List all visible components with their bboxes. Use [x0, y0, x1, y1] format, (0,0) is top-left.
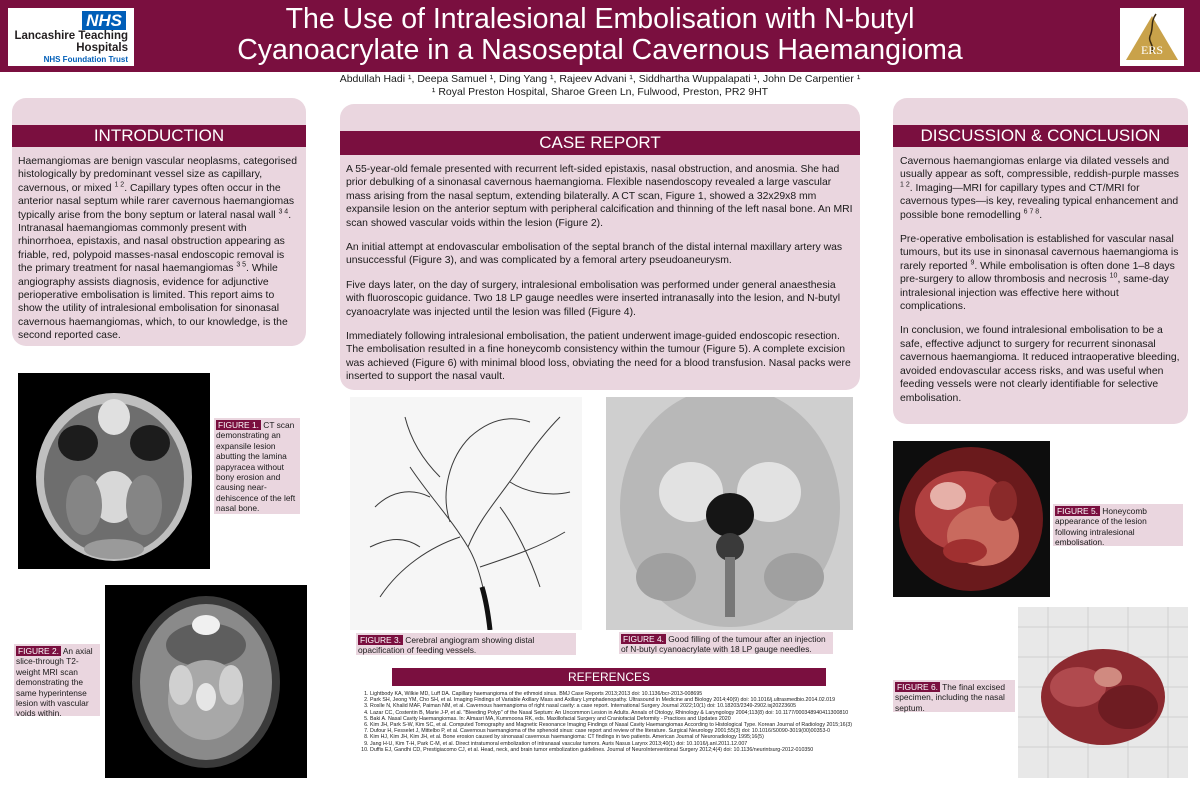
figure-3-caption: FIGURE 3. Cerebral angiogram showing distal opacification of feeding vessels. [356, 633, 576, 655]
poster-title-line2: Cyanoacrylate in a Nasoseptal Cavernous Haemangioma [237, 34, 963, 66]
reference-item: 3. Roslle N, Khalid MAF, Paiman NM, et al. Cavernous haemangioma of right nasal cavity: a case report. International Surgery Journal 2022;10(1) doi: 10.18203/2349-2902.isj20223605 [370, 703, 870, 709]
references-list [356, 691, 870, 753]
case-report-paragraph-4: Immediately following intralesional embolisation, the patient underwent image-guided endoscopic resection. The embolisation resulted in a fine honeycomb consistency within the tumour (Figure 5). A complete excision was achieved (Figure 6) with minimal blood loss, obviating the need for a blood transfusion. Nasal packs were inserted to support the nasal vault. [346, 331, 851, 383]
figure-5-endoscopic-image [893, 441, 1050, 597]
nhs-logo-line2: Hospitals [76, 42, 128, 54]
figure-6-specimen-image [1018, 607, 1188, 778]
figure-2-mri-image [105, 585, 307, 778]
case-report-heading: CASE REPORT [340, 131, 860, 155]
discussion-paragraph-1: Cavernous haemangiomas enlarge via dilated vessels and usually appear as soft, compressible, reddish-purple masses $^{1 2}$. Imaging—MRI for capillary types and CT/MRI for cavernous types—is key, revealing typical enhancement and possible bone remodelling $^{6 7 8}$. [900, 156, 1179, 221]
discussion-paragraph-3: In conclusion, we found intralesional embolisation to be a safe, effective adjunct to surgery for recurrent sinonasal cavernous haemangioma. It reduced intraoperative bleeding, avoided endovascular access risks, and was useful when feeding vessels were not clearly identifiable for selective embolisation. [900, 325, 1180, 404]
references-heading: REFERENCES [392, 668, 826, 686]
author-affiliation: ¹ Royal Preston Hospital, Sharoe Green Ln, Fulwood, Preston, PR2 9HT [431, 86, 769, 98]
discussion-paragraph-2: Pre-operative embolisation is established for vascular nasal tumours, but its use in sinonasal cavernous haemangioma is rarely reported $^9$. While embolisation is often done 1–8 days pre-surgery to allow thrombosis and necrosis $^{10}$, same-day intralesional injection was effective here without complications. [900, 234, 1179, 313]
reference-item: 4. Lazar CC, Costentin B, Marie J-P, et al. "Bleeding Polyp" of the Nasal Septum: An Uncommon Lesion in Adults. Annals of Otology, Rhinology & Laryngology 2004;113(8) doi: 10.1177/000348940411300810 [370, 710, 870, 716]
introduction-text [18, 155, 300, 354]
reference-item: 7. Dufour H, Fesselet J, Mittelbo P, et al. Cavernous haemangioma of the sphenoid sinus: case report and review of the literature. Surgical Neurology 2001;55(3) doi: 10.1016/S0090-3019(00)00353-0 [370, 728, 870, 734]
poster-title [150, 4, 1050, 66]
lancashire-nhs-logo [8, 8, 134, 66]
nhs-logo-line3: NHS Foundation Trust [43, 55, 128, 64]
author-list: Abdullah Hadi ¹, Deepa Samuel ¹, Ding Yang ¹, Rajeev Advani ¹, Siddhartha Wuppalapati ¹, John De Carpentier ¹ [339, 73, 861, 85]
figure-4-fluoroscopy-image [606, 397, 853, 630]
introduction-paragraph: Haemangiomas are benign vascular neoplasms, categorised histologically by predominant vessel size as capillary, cavernous, or mixed $^{1 2}$. Capillary types often occur in the anterior nasal septum while rarer cavernous haemangiomas typically arise from the bony septum or lateral nasal wall $^{3 4}$. Intranasal haemangiomas commonly present with rhinorrhoea, epistaxis, and nasal obstruction appearing as friable, red, polypoid masses-nasal endoscopic removal is the primary treatment for nasal haemangiomas $^{3 5}$. While angiography assists diagnosis, evidence for adjunctive perioperative embolisation is limited. This report aims to show the utility of intralesional embolisation for sinonasal cavernous haemangiomas, which, to our knowledge, is the second reported case. [18, 156, 297, 342]
case-report-text [346, 163, 854, 395]
case-report-paragraph-1: A 55-year-old female presented with recurrent left-sided epistaxis, nasal obstruction, and anosmia. She had prior debulking of a sinonasal cavernous haemangioma. Flexible nasendoscopy revealed a large vascular mass arising from the nasal septum, extending bilaterally. A CT scan, Figure 1, showed a 32x29x8 mm expansile lesion on the anterior septum with peripheral calcification and thinning of the left nasal bone. An MRI scan showed vascular voids within the lesion (Figure 2). [346, 164, 853, 229]
poster-title-line1: The Use of Intralesional Embolisation with N-butyl [285, 3, 915, 35]
case-report-paragraph-2: An initial attempt at endovascular embolisation of the septal branch of the distal internal maxillary artery was unsuccessful (Figure 3), and was complicated by a femoral artery pseudoaneurysm. [346, 242, 843, 267]
figure-1-caption: FIGURE 1. CT scan demonstrating an expansile lesion abutting the lamina papyracea without bony erosion and causing near-dehiscence of the left nasal bone. [214, 418, 300, 514]
nhs-badge: NHS [82, 11, 126, 30]
reference-item: 2. Park SH, Jeong YM, Cho SH, et al. Imaging Findings of Variable Axillary Mass and Axillary Lymphadenopathy. Ultrasound in Medicine and Biology 2014;40(9) doi: 10.1016/j.ultrasmedbio.2014.02.019 [370, 697, 870, 703]
nhs-logo-line1: Lancashire Teaching [14, 30, 128, 42]
figure-4-caption: FIGURE 4. Good filling of the tumour after an injection of N-butyl cyanoacrylate with 18 LP gauge needles. [619, 632, 833, 654]
title-banner [0, 0, 1200, 72]
ers-logo [1120, 8, 1184, 66]
reference-item: 10. Duffis EJ, Gandhi CD, Prestigiacomo CJ, et al. Head, neck, and brain tumor embolization guidelines. Journal of NeuroInterventional Surgery 2012;4(4) doi: 10.1136/neurintsurg-2012-010350 [370, 747, 870, 753]
figure-2-caption: FIGURE 2. An axial slice-through T2-weight MRI scan demonstrating the same hyperintense lesion with vascular voids within. [14, 644, 100, 716]
introduction-heading: INTRODUCTION [12, 125, 306, 147]
author-block [200, 73, 1000, 99]
figure-5-caption: FIGURE 5. Honeycomb appearance of the lesion following intralesional embolisation. [1053, 504, 1183, 546]
figure-1-ct-scan-image [18, 373, 210, 569]
ers-logo-graphic [1120, 8, 1184, 66]
reference-item: 6. Kim JH, Park S-W, Kim SC, et al. Computed Tomography and Magnetic Resonance Imaging Findings of Nasal Cavity Haemangiomas According to Histological Type. Korean Journal of Radiology 2015;16(3) [370, 722, 870, 728]
reference-item: 9. Jang H-U, Kim T-H, Park C-M, et al. Direct intratumoral embolization of intranasal vascular tumors. Auris Nasus Larynx 2013;40(1) doi: 10.1016/j.anl.2011.12.007 [370, 741, 870, 747]
figure-3-angiogram-image [350, 397, 582, 630]
reference-item: 5. Baki A. Nasal Cavity Haemangiomas. In: Almasri MA, Kummoona RK, eds. Maxillofacial Surgery and Craniofacial Deformity - Practices and Updates 2020 [370, 716, 870, 722]
ers-logo-text: ERS [1140, 43, 1164, 57]
case-report-paragraph-3: Five days later, on the day of surgery, intralesional embolisation was performed under general anaesthesia with fluoroscopic guidance. Two 18 LP gauge needles were inserted intranasally into the lesion, and N-butyl cyanoacrylate was injected until the lesion was filled (Figure 4). [346, 279, 841, 318]
discussion-heading: DISCUSSION & CONCLUSION [893, 125, 1188, 147]
reference-item: 8. Kim HJ, Kim JH, Kim JH, et al. Bone erosion caused by sinonasal cavernous haemangioma: CT findings in two patients. American Journal of Neuroradiology 1995;16(5) [370, 734, 870, 740]
discussion-text [900, 155, 1182, 416]
reference-item: 1. Lightbody KA, Wilkie MD, Luff DA. Capillary haemangioma of the ethmoid sinus. BMJ Case Reports 2013;2013 doi: 10.1136/bcr-2013-008695 [370, 691, 870, 697]
figure-6-caption: FIGURE 6. The final excised specimen, including the nasal septum. [893, 680, 1015, 712]
